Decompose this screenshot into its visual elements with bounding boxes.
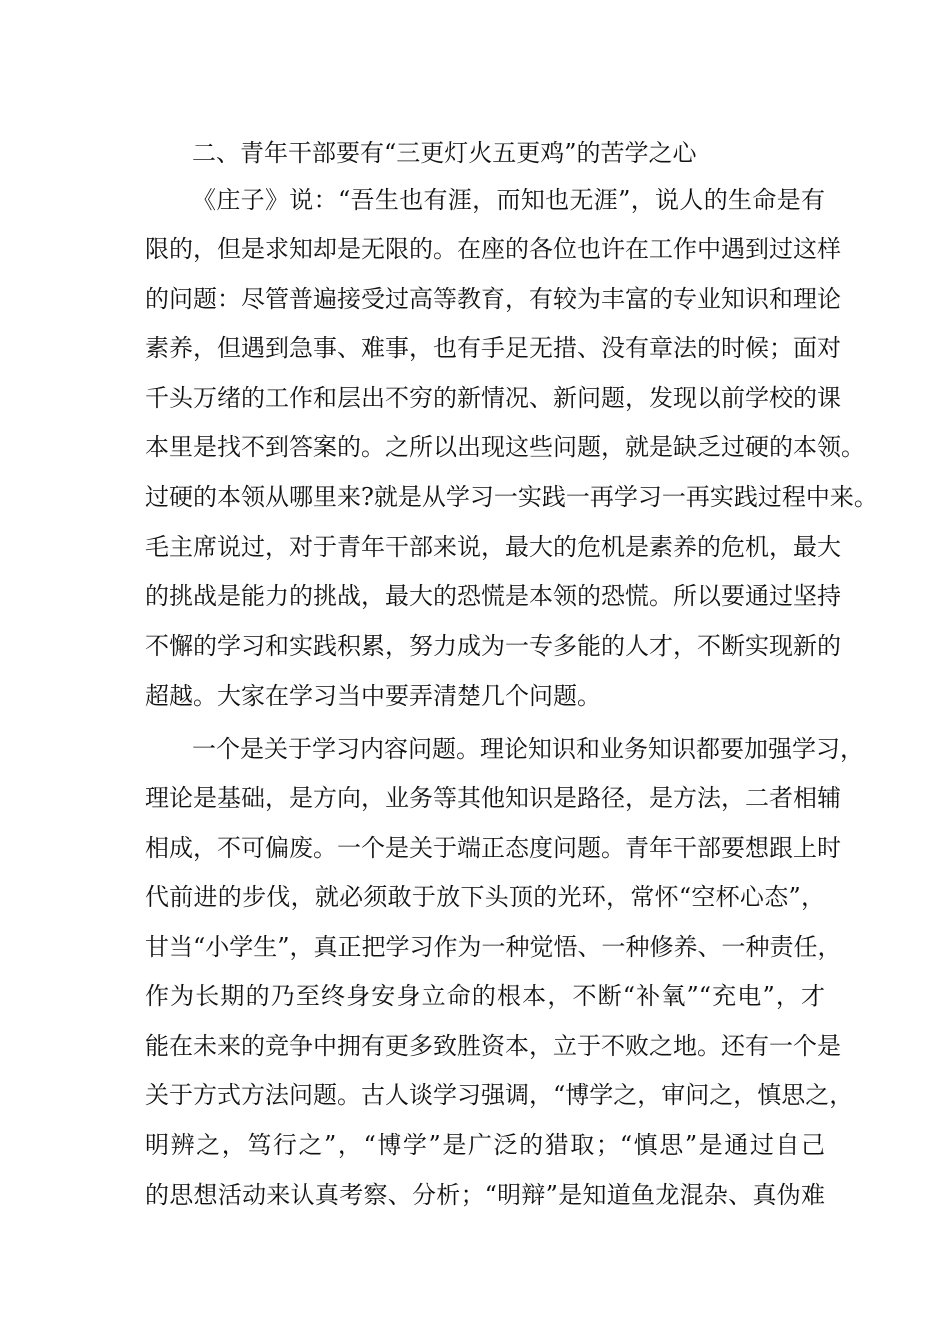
section-heading: 二、青年干部要有“三更灯火五更鸡”的苦学之心 <box>192 139 697 167</box>
paragraph-line: 能在未来的竞争中拥有更多致胜资本，立于不败之地。还有一个是 <box>145 1032 841 1060</box>
paragraph-line: 本里是找不到答案的。之所以出现这些问题，就是缺乏过硬的本领。 <box>145 433 865 461</box>
paragraph-line: 的问题：尽管普遍接受过高等教育，有较为丰富的专业知识和理论 <box>145 285 841 313</box>
paragraph-line: 过硬的本领从哪里来?就是从学习一实践一再学习一再实践过程中来。 <box>145 483 878 511</box>
paragraph-line: 关于方式方法问题。古人谈学习强调，“博学之，审问之，慎思之， <box>145 1081 854 1109</box>
paragraph-line: 《庄子》说：“吾生也有涯，而知也无涯”，说人的生命是有 <box>192 186 825 214</box>
paragraph-line: 甘当“小学生”，真正把学习作为一种觉悟、一种修养、一种责任， <box>145 933 842 961</box>
paragraph-line: 作为长期的乃至终身安身立命的根本，不断“补氧”“充电”，才 <box>145 982 825 1010</box>
paragraph-line: 代前进的步伐，就必须敢于放下头顶的光环，常怀“空杯心态”， <box>145 883 825 911</box>
paragraph-line: 理论是基础，是方向，业务等其他知识是路径，是方法，二者相辅 <box>145 784 841 812</box>
paragraph-line: 的思想活动来认真考察、分析；“明辩”是知道鱼龙混杂、真伪难 <box>145 1181 825 1209</box>
paragraph-line: 的挑战是能力的挑战，最大的恐慌是本领的恐慌。所以要通过坚持 <box>145 582 841 610</box>
paragraph-line: 素养，但遇到急事、难事，也有手足无措、没有章法的时候；面对 <box>145 334 841 362</box>
paragraph-line: 超越。大家在学习当中要弄清楚几个问题。 <box>145 682 601 710</box>
paragraph-line: 一个是关于学习内容问题。理论知识和业务知识都要加强学习， <box>192 735 864 763</box>
paragraph-line: 不懈的学习和实践积累，努力成为一专多能的人才，不断实现新的 <box>145 632 841 660</box>
paragraph-line: 明辨之，笃行之”，“博学”是广泛的猎取；“慎思”是通过自己 <box>145 1131 825 1159</box>
paragraph-line: 相成，不可偏废。一个是关于端正态度问题。青年干部要想跟上时 <box>145 834 841 862</box>
paragraph-line: 毛主席说过，对于青年干部来说，最大的危机是素养的危机，最大 <box>145 533 841 561</box>
paragraph-line: 千头万绪的工作和层出不穷的新情况、新问题，发现以前学校的课 <box>145 384 841 412</box>
paragraph-line: 限的，但是求知却是无限的。在座的各位也许在工作中遇到过这样 <box>145 235 841 263</box>
